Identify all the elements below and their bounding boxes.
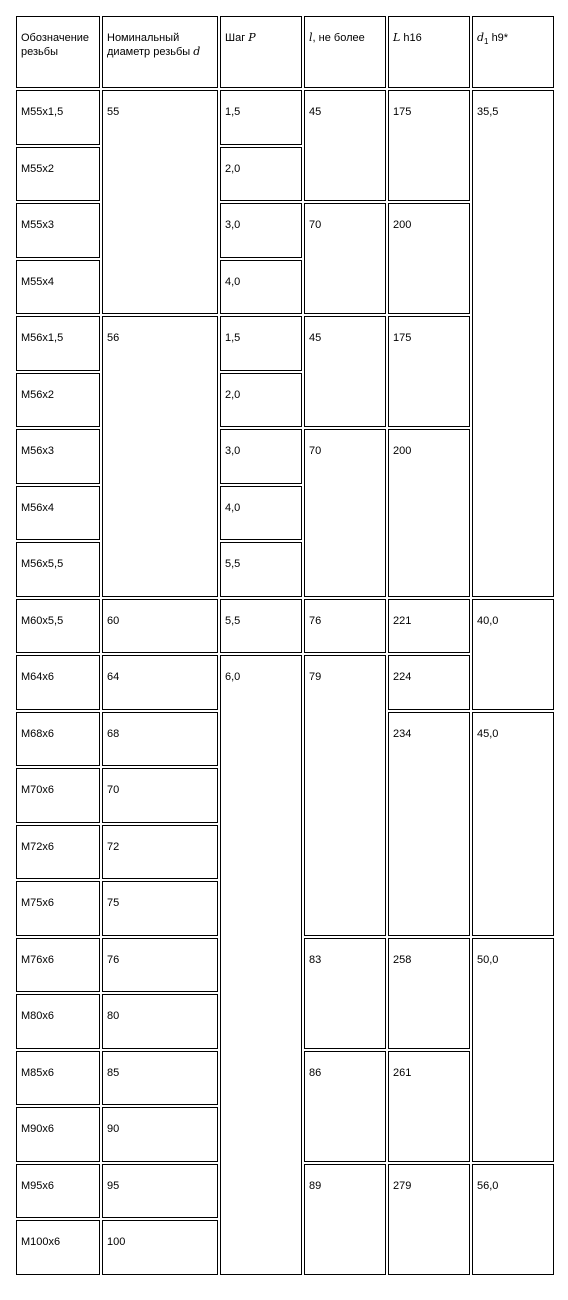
cell-designation: М100x6 — [16, 1220, 100, 1275]
cell-designation: М55x1,5 — [16, 90, 100, 145]
cell-d1: 45,0 — [472, 712, 554, 936]
cell-pitch: 6,0 — [220, 655, 302, 1275]
cell-pitch: 3,0 — [220, 203, 302, 258]
cell-length: 70 — [304, 203, 386, 314]
header-total-length: L h16 — [388, 16, 470, 88]
cell-designation: М70x6 — [16, 768, 100, 823]
cell-diameter: 55 — [102, 90, 218, 314]
cell-length: 45 — [304, 316, 386, 427]
cell-designation: М72x6 — [16, 825, 100, 880]
cell-diameter: 80 — [102, 994, 218, 1049]
cell-diameter: 68 — [102, 712, 218, 767]
cell-designation: М80x6 — [16, 994, 100, 1049]
header-row — [16, 16, 554, 88]
total-length-symbol: L — [393, 31, 401, 44]
cell-diameter: 76 — [102, 938, 218, 993]
cell-designation: М60x5,5 — [16, 599, 100, 654]
cell-diameter: 100 — [102, 1220, 218, 1275]
cell-designation: М56x1,5 — [16, 316, 100, 371]
cell-designation: М76x6 — [16, 938, 100, 993]
cell-d1: 35,5 — [472, 90, 554, 597]
d1-subscript: 1 — [484, 37, 489, 46]
cell-designation: М56x4 — [16, 486, 100, 541]
cell-total-length: 279 — [388, 1164, 470, 1275]
cell-total-length: 175 — [388, 90, 470, 201]
cell-length: 79 — [304, 655, 386, 936]
cell-designation: М85x6 — [16, 1051, 100, 1106]
cell-designation: М90x6 — [16, 1107, 100, 1162]
pitch-symbol: P — [248, 31, 256, 44]
cell-diameter: 72 — [102, 825, 218, 880]
cell-pitch: 5,5 — [220, 542, 302, 597]
cell-designation: М56x2 — [16, 373, 100, 428]
cell-pitch: 1,5 — [220, 316, 302, 371]
cell-pitch: 4,0 — [220, 486, 302, 541]
cell-pitch: 5,5 — [220, 599, 302, 654]
cell-length: 76 — [304, 599, 386, 654]
cell-designation: М55x4 — [16, 260, 100, 315]
cell-designation: М68x6 — [16, 712, 100, 767]
cell-designation: М55x2 — [16, 147, 100, 202]
cell-designation: М56x3 — [16, 429, 100, 484]
table-row — [16, 599, 554, 654]
cell-d1: 40,0 — [472, 599, 554, 710]
cell-length: 70 — [304, 429, 386, 597]
cell-diameter: 60 — [102, 599, 218, 654]
cell-designation: М75x6 — [16, 881, 100, 936]
cell-total-length: 221 — [388, 599, 470, 654]
length-symbol: l — [309, 31, 313, 44]
cell-length: 83 — [304, 938, 386, 1049]
diameter-symbol: d — [193, 45, 201, 58]
header-d1: $d_1$ h9* — [472, 16, 554, 88]
cell-designation: М55x3 — [16, 203, 100, 258]
cell-pitch: 2,0 — [220, 147, 302, 202]
header-pitch: Шаг P — [220, 16, 302, 88]
header-designation: Обозначение резьбы — [16, 16, 100, 88]
cell-length: 89 — [304, 1164, 386, 1275]
cell-pitch: 1,5 — [220, 90, 302, 145]
cell-designation: М95x6 — [16, 1164, 100, 1219]
header-length: l, не более — [304, 16, 386, 88]
cell-total-length: 258 — [388, 938, 470, 1049]
cell-diameter: 56 — [102, 316, 218, 597]
thread-dimensions-table — [14, 14, 556, 1277]
cell-total-length: 224 — [388, 655, 470, 710]
cell-total-length: 261 — [388, 1051, 470, 1162]
cell-length: 45 — [304, 90, 386, 201]
cell-d1: 56,0 — [472, 1164, 554, 1275]
cell-diameter: 70 — [102, 768, 218, 823]
cell-diameter: 64 — [102, 655, 218, 710]
cell-designation: М56x5,5 — [16, 542, 100, 597]
header-diameter: Номинальный диаметр резьбы d — [102, 16, 218, 88]
cell-diameter: 90 — [102, 1107, 218, 1162]
cell-pitch: 2,0 — [220, 373, 302, 428]
cell-length: 86 — [304, 1051, 386, 1162]
cell-total-length: 175 — [388, 316, 470, 427]
cell-total-length: 200 — [388, 203, 470, 314]
cell-designation: М64x6 — [16, 655, 100, 710]
cell-total-length: 234 — [388, 712, 470, 936]
cell-pitch: 3,0 — [220, 429, 302, 484]
cell-d1: 50,0 — [472, 938, 554, 1162]
d1-symbol: d — [477, 31, 485, 44]
table-row — [16, 90, 554, 145]
cell-diameter: 85 — [102, 1051, 218, 1106]
cell-diameter: 75 — [102, 881, 218, 936]
cell-diameter: 95 — [102, 1164, 218, 1219]
cell-pitch: 4,0 — [220, 260, 302, 315]
cell-total-length: 200 — [388, 429, 470, 597]
